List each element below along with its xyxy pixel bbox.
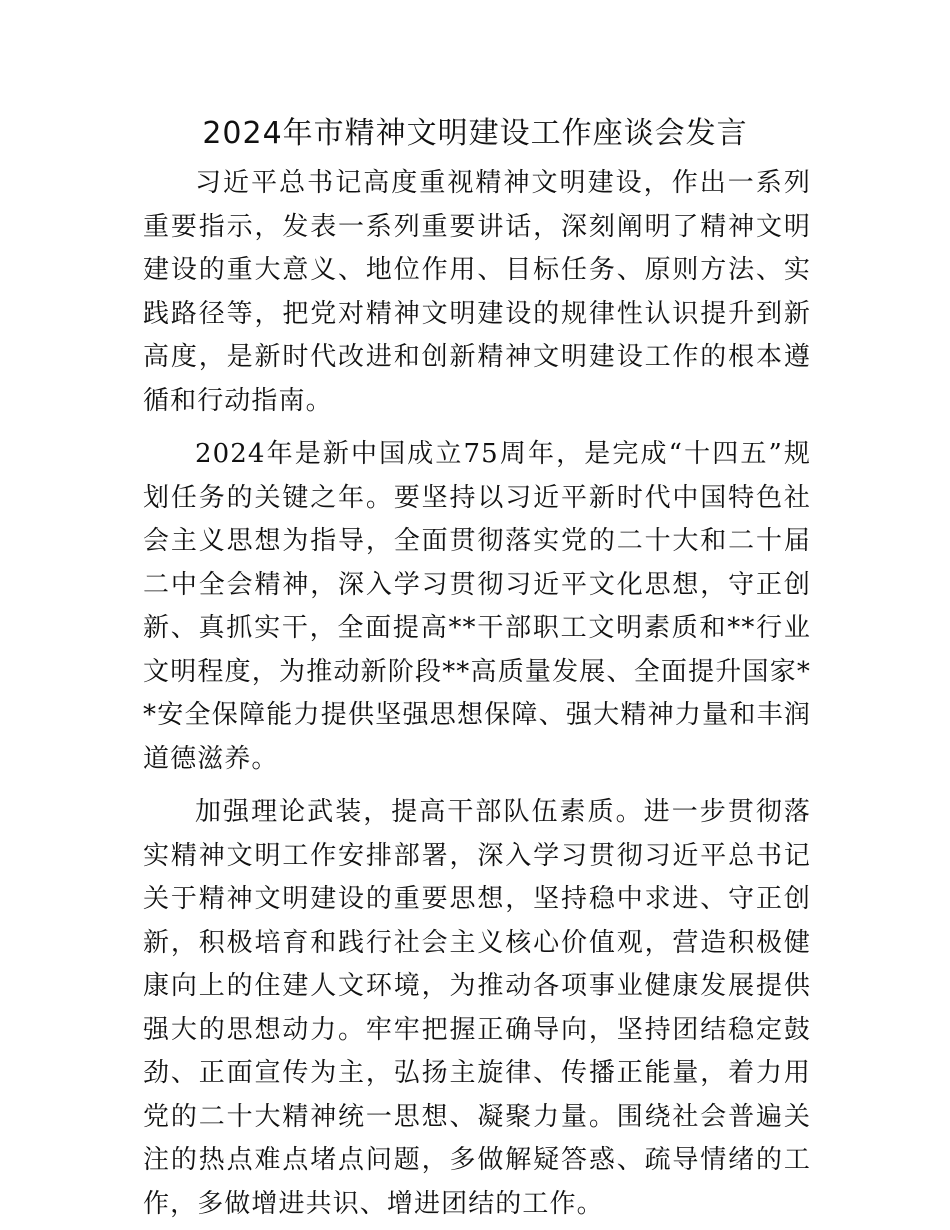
paragraph-2: 2024年是新中国成立75周年，是完成“十四五”规划任务的关键之年。要坚持以习近平新时代中国特色社会主义思想为指导，全面贯彻落实党的二十大和二十届二中全会精神，深入学习贯彻习近平文化思想，守正创新、真抓实干，全面提高**干部职工文明素质和**行业文明程度，为推动新阶段**高质量发展、全面提升国家**安全保障能力提供坚强思想保障、强大精神力量和丰润道德滋养。 bbox=[143, 439, 811, 774]
paragraph-1: 习近平总书记高度重视精神文明建设，作出一系列重要指示，发表一系列重要讲话，深刻阐明了精神文明建设的重大意义、地位作用、目标任务、原则方法、实践路径等，把党对精神文明建设的规律性认识提升到新高度，是新时代改进和创新精神文明建设工作的根本遵循和行动指南。 bbox=[143, 168, 811, 416]
paragraph-3: 加强理论武装，提高干部队伍素质。进一步贯彻落实精神文明工作安排部署，深入学习贯彻习近平总书记关于精神文明建设的重要思想，坚持稳中求进、守正创新，积极培育和践行社会主义核心价值观，营造积极健康向上的住建人文环境，为推动各项事业健康发展提供强大的思想动力。牢牢把握正确导向，坚持团结稳定鼓劲、正面宣传为主，弘扬主旋律、传播正能量，着力用党的二十大精神统一思想、凝聚力量。围绕社会普遍关注的热点难点堵点问题，多做解疑答惑、疏导情绪的工作，多做增进共识、增进团结的工作。 bbox=[143, 797, 811, 1219]
document-body bbox=[143, 162, 811, 1226]
document-title: 2024年市精神文明建设工作座谈会发言 bbox=[202, 116, 748, 151]
